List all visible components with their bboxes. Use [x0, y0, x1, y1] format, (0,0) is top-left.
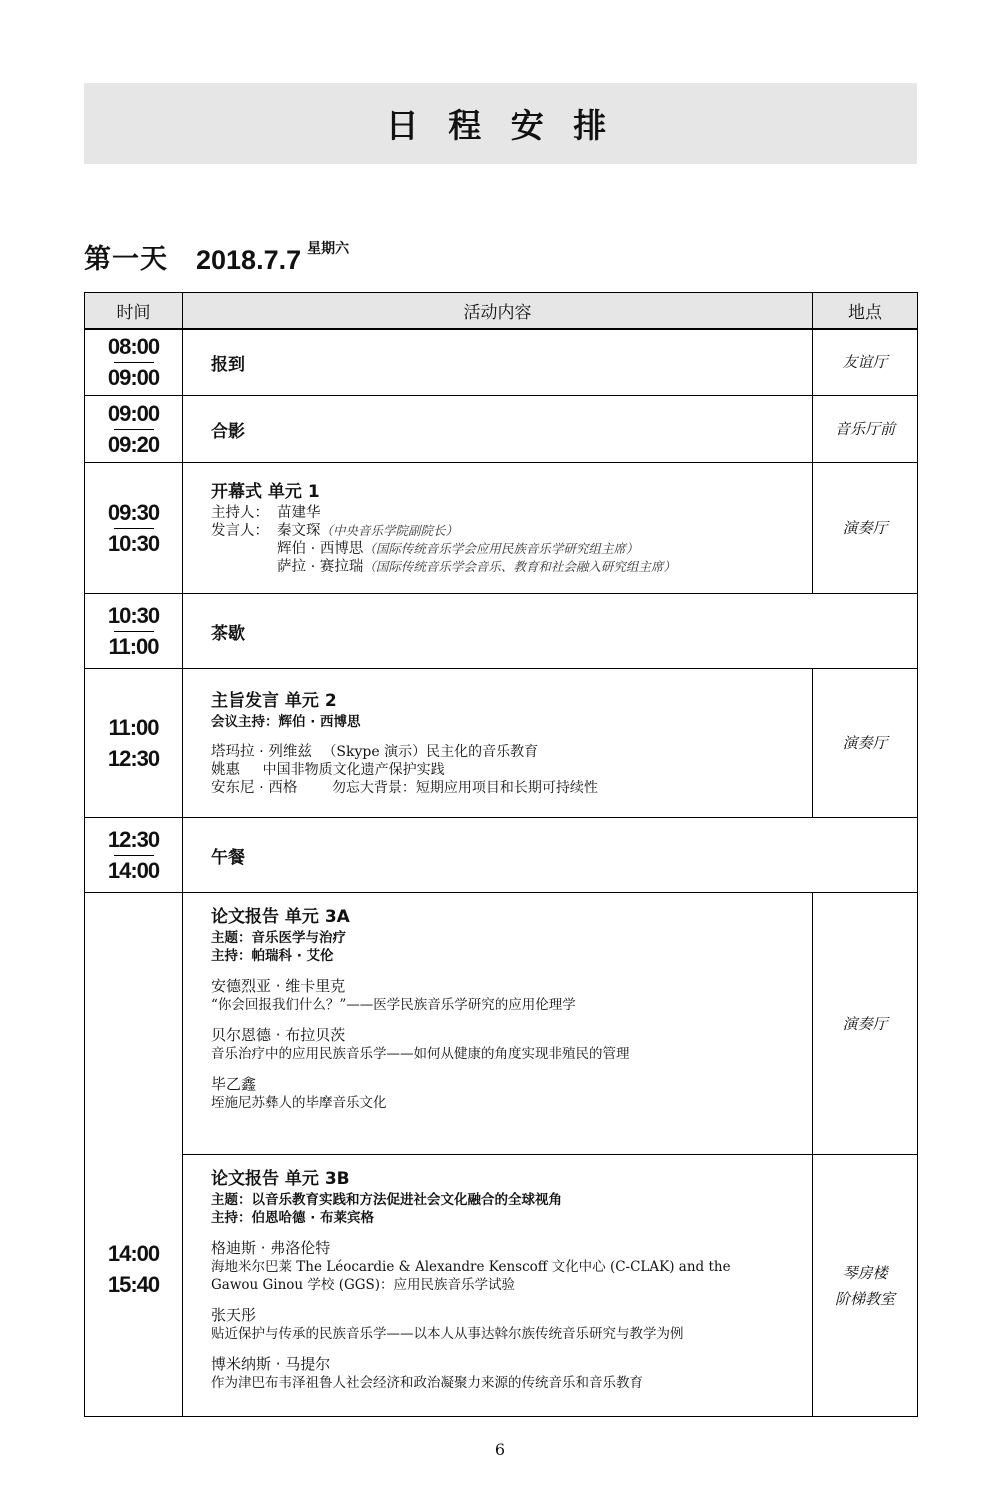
- host-row: [211, 504, 804, 522]
- time-cell: [85, 669, 183, 818]
- location-cell: 演奏厅: [813, 669, 918, 818]
- table-header-row: [85, 293, 918, 329]
- session-chair: 主持：伯恩哈德 · 布莱宾格: [211, 1210, 375, 1226]
- activity-cell: [183, 1155, 813, 1417]
- activity-title: 合影: [211, 421, 245, 442]
- day-date: 2018.7.7: [196, 245, 302, 275]
- session-chair: 会议主持：辉伯 · 西博思: [211, 714, 361, 730]
- talk-speaker: 安东尼 · 西格: [211, 780, 298, 796]
- time-end: 09:00: [107, 364, 160, 390]
- paper-title: 海地米尔巴莱 The Léocardie & Alexandre Kenscoff 文化中心 (C-CLAK) and the: [211, 1259, 731, 1275]
- talk-topic: （Skype 演示）民主化的音乐教育: [322, 744, 539, 760]
- activity-cell: [183, 594, 918, 669]
- host-name: 苗建华: [277, 505, 321, 521]
- session-title: 论文报告 单元 3A: [211, 907, 350, 927]
- talk-topic: 中国非物质文化遗产保护实践: [262, 762, 445, 778]
- session-theme: 主题：以音乐教育实践和方法促进社会文化融合的全球视角: [211, 1192, 562, 1208]
- time-cell: [85, 463, 183, 594]
- talk-speaker: 塔玛拉 · 列维兹: [211, 744, 312, 760]
- talk-row: [211, 779, 804, 797]
- schedule-table: [84, 292, 918, 1417]
- speaker-note: （中央音乐学院副院长）: [320, 523, 459, 538]
- paper-title: 音乐治疗中的应用民族音乐学——如何从健康的角度实现非殖民的管理: [211, 1046, 630, 1062]
- header-time: 时间: [85, 293, 183, 329]
- paper-title: 贴近保护与传承的民族音乐学——以本人从事达斡尔族传统音乐研究与教学为例: [211, 1326, 684, 1342]
- speaker-row: [211, 522, 804, 540]
- time-end: 14:00: [107, 857, 160, 883]
- activity-cell: [183, 893, 813, 1155]
- day-label: 第一天: [84, 244, 168, 275]
- page-title: 日 程 安 排: [385, 106, 616, 145]
- time-start: 08:00: [107, 333, 160, 359]
- speaker-row: [211, 558, 804, 576]
- speaker-name: 辉伯 · 西博思: [277, 541, 364, 557]
- session-title: 主旨发言 单元 2: [211, 691, 337, 711]
- location-line: 阶梯教室: [834, 1289, 895, 1308]
- speaker-note: （国际传统音乐学会音乐、教育和社会融入研究组主席）: [363, 559, 676, 574]
- session-title: 论文报告 单元 3B: [211, 1169, 350, 1189]
- table-row: [85, 463, 918, 594]
- time-start: 12:30: [107, 826, 160, 852]
- talk-speaker: 姚惠: [211, 762, 240, 778]
- table-row: [85, 893, 918, 1155]
- session-theme: 主题：音乐医学与治疗: [211, 930, 346, 946]
- paper-speaker: 安德烈亚 · 维卡里克: [211, 977, 346, 995]
- activity-cell: [183, 329, 813, 396]
- time-cell: [85, 893, 183, 1417]
- activity-cell: [183, 463, 813, 594]
- time-divider: [114, 855, 154, 856]
- header-location: 地点: [813, 293, 918, 329]
- time-divider: [114, 631, 154, 632]
- host-label: 主持人：: [211, 505, 269, 521]
- time-end: 09:20: [107, 431, 160, 457]
- speaker-label: 发言人：: [211, 523, 269, 539]
- time-cell: [85, 329, 183, 396]
- time-start: 09:30: [107, 499, 160, 525]
- speaker-row: [211, 540, 804, 558]
- time-start: 10:30: [107, 602, 160, 628]
- time-start: 14:00: [107, 1241, 160, 1266]
- activity-cell: [183, 669, 813, 818]
- paper-speaker: 博米纳斯 · 马提尔: [211, 1355, 331, 1373]
- table-row: [85, 669, 918, 818]
- time-end: 15:40: [107, 1272, 160, 1297]
- title-banner: [84, 83, 917, 164]
- time-start: 11:00: [108, 714, 159, 740]
- activity-title: 午餐: [211, 847, 245, 868]
- time-divider: [114, 1269, 154, 1270]
- paper-speaker: 格迪斯 · 弗洛伦特: [211, 1239, 331, 1257]
- time-divider: [114, 362, 154, 363]
- activity-cell: [183, 818, 918, 893]
- time-start: 09:00: [107, 400, 160, 426]
- paper-title: 作为津巴布韦泽祖鲁人社会经济和政治凝聚力来源的传统音乐和音乐教育: [211, 1375, 643, 1391]
- paper-title: 垤施尼苏彝人的毕摩音乐文化: [211, 1095, 387, 1111]
- paper-speaker: 张天彤: [211, 1306, 257, 1324]
- time-divider: [114, 743, 154, 744]
- location-line: 琴房楼: [842, 1263, 888, 1282]
- activity-title: 茶歇: [211, 623, 245, 644]
- paper-title: “你会回报我们什么？”——医学民族音乐学研究的应用伦理学: [211, 997, 576, 1013]
- speaker-name: 萨拉 · 赛拉瑞: [277, 559, 364, 575]
- day-heading: [84, 236, 349, 276]
- location-cell: 友谊厅: [813, 329, 918, 396]
- table-row: [85, 1155, 918, 1417]
- speaker-note: （国际传统音乐学会应用民族音乐学研究组主席）: [363, 541, 639, 556]
- paper-speaker: 贝尔恩德 · 布拉贝茨: [211, 1026, 346, 1044]
- location-cell: 演奏厅: [813, 893, 918, 1155]
- activity-title: 报到: [211, 354, 245, 375]
- session-chair: 主持：帕瑞科 · 艾伦: [211, 948, 334, 964]
- time-end: 11:00: [108, 633, 159, 659]
- time-cell: [85, 818, 183, 893]
- time-divider: [114, 528, 154, 529]
- table-row: [85, 818, 918, 893]
- talk-row: [211, 761, 804, 779]
- activity-cell: [183, 396, 813, 463]
- talk-row: [211, 743, 804, 761]
- time-end: 12:30: [107, 745, 160, 771]
- day-weekday: 星期六: [307, 241, 350, 257]
- header-activity: 活动内容: [183, 293, 813, 329]
- page-number: 6: [494, 1440, 506, 1459]
- speaker-name: 秦文琛: [277, 523, 321, 539]
- location-cell: 演奏厅: [813, 463, 918, 594]
- time-cell: [85, 594, 183, 669]
- location-cell: 音乐厅前: [813, 396, 918, 463]
- table-row: [85, 594, 918, 669]
- paper-title-continued: Gawou Ginou 学校 (GGS)：应用民族音乐学试验: [211, 1277, 516, 1293]
- session-title: 开幕式 单元 1: [211, 482, 320, 502]
- talk-topic: 勿忘大背景：短期应用项目和长期可持续性: [331, 780, 598, 796]
- paper-speaker: 毕乙鑫: [211, 1075, 257, 1093]
- location-cell: [813, 1155, 918, 1417]
- table-row: [85, 396, 918, 463]
- time-end: 10:30: [107, 530, 160, 556]
- table-row: [85, 329, 918, 396]
- time-divider: [114, 429, 154, 430]
- time-cell: [85, 396, 183, 463]
